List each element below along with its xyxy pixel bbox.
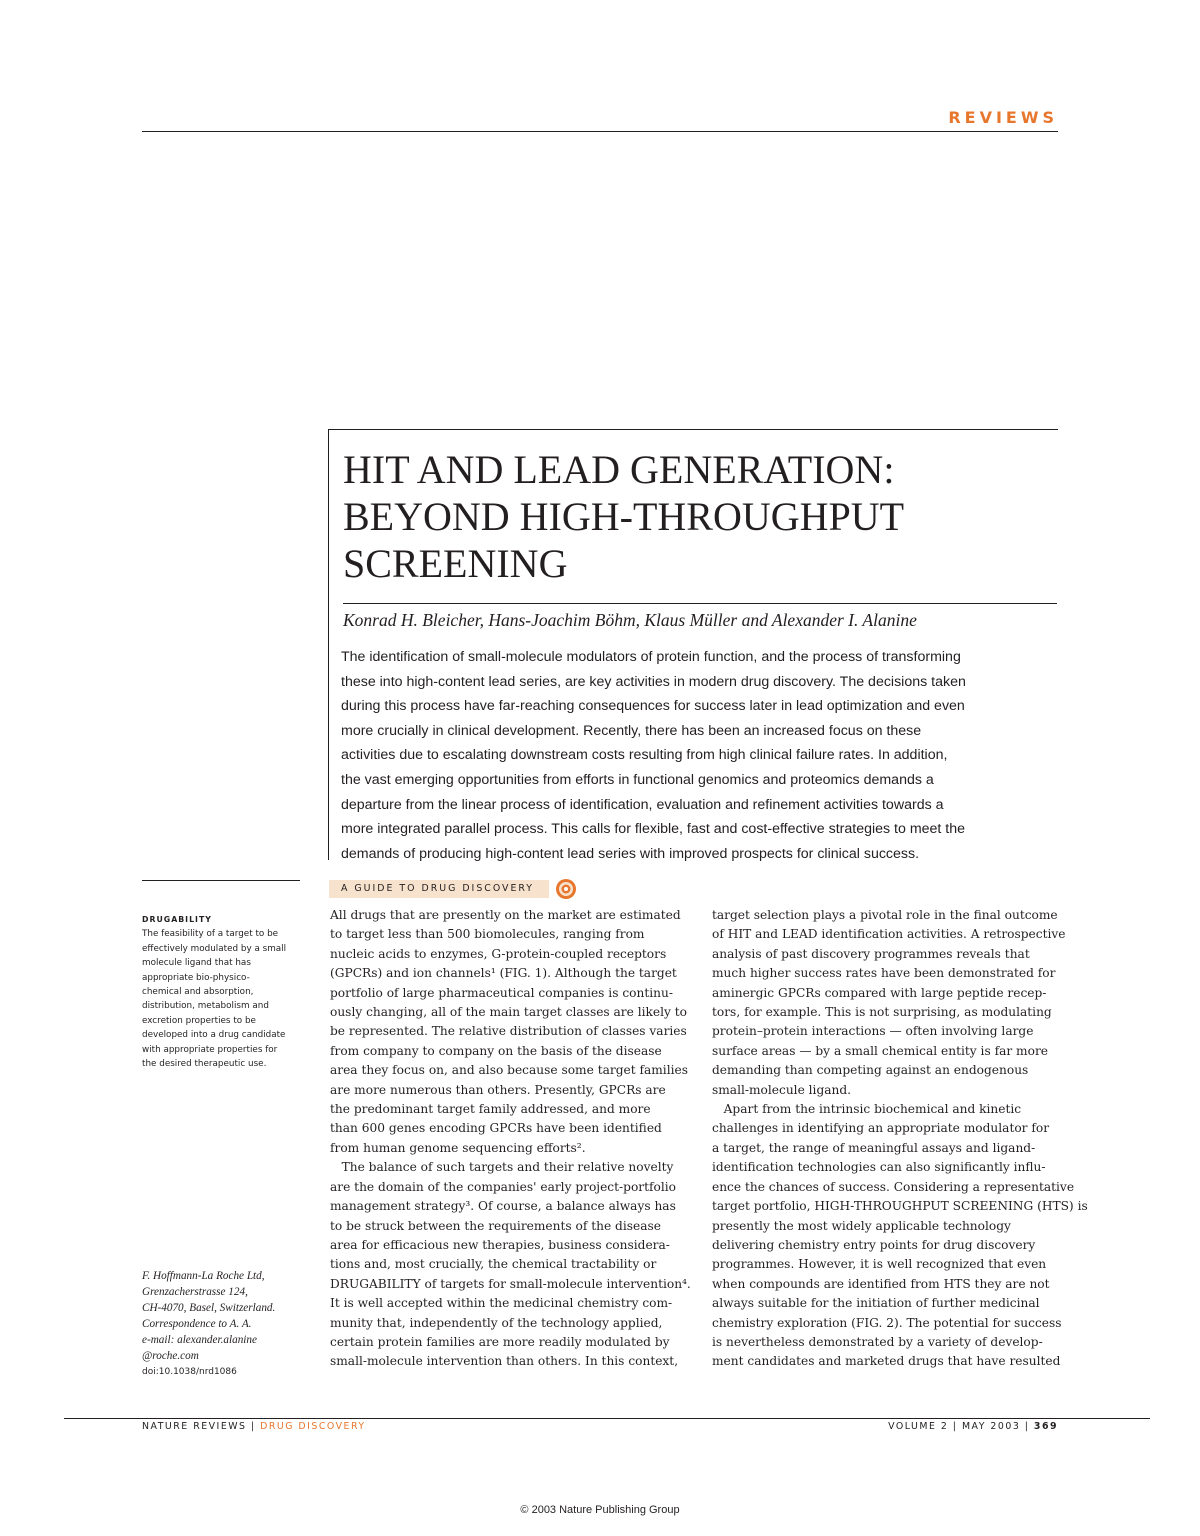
body-line: delivering chemistry entry points for drug discovery — [712, 1237, 1036, 1252]
affiliation-line: @roche.com — [142, 1350, 199, 1362]
glossary-term: DRUGABILITY — [142, 915, 212, 924]
body-line: small-molecule ligand. — [712, 1082, 852, 1097]
body-line: certain protein families are more readily modulated by — [330, 1334, 670, 1349]
affiliation-line: Correspondence to A. A. — [142, 1318, 252, 1330]
abstract — [341, 645, 1057, 866]
body-line: protein–protein interactions — often involving large — [712, 1024, 1034, 1039]
sidebar-rule — [142, 880, 300, 881]
body-line: the predominant target family addressed, and more — [330, 1102, 651, 1117]
body-line: programmes. However, it is well recognized that even — [712, 1257, 1047, 1272]
abstract-line: departure from the linear process of identification, evaluation and refinement activities towards a — [341, 796, 944, 813]
body-line: Apart from the intrinsic biochemical and kinetic — [712, 1102, 1022, 1117]
journal-name: NATURE REVIEWS | DRUG DISCOVERY — [142, 1421, 366, 1432]
affiliation-line: CH-4070, Basel, Switzerland. — [142, 1302, 276, 1314]
guide-banner: A GUIDE TO DRUG DISCOVERY — [329, 880, 549, 898]
copyright-notice: © 2003 Nature Publishing Group — [520, 1504, 680, 1516]
body-line: The balance of such targets and their relative novelty — [330, 1160, 674, 1175]
body-line: chemistry exploration (FIG. 2). The potential for success — [712, 1315, 1062, 1330]
glossary-definition — [142, 913, 312, 1071]
body-line: area for efficacious new therapies, business considera- — [330, 1237, 670, 1252]
body-line: from human genome sequencing efforts². — [330, 1140, 586, 1155]
issue-info — [860, 1421, 1058, 1432]
section-label: REVIEWS — [948, 108, 1058, 127]
definition-line: with appropriate properties for — [142, 1044, 278, 1055]
body-line: management strategy³. Of course, a balance always has — [330, 1199, 676, 1214]
doi: doi:10.1038/nrd1086 — [142, 1367, 237, 1377]
abstract-line: more integrated parallel process. This calls for flexible, fast and cost-effective strategies to meet the — [341, 821, 966, 838]
abstract-line: these into high-content lead series, are key activities in modern drug discovery. The decisions taken — [341, 673, 966, 690]
body-line: ence the chances of success. Considering a representative — [712, 1179, 1075, 1194]
body-line: tors, for example. This is not surprising, as modulating — [712, 1005, 1052, 1020]
body-line: target portfolio, HIGH-THROUGHPUT SCREENING (HTS) is — [712, 1199, 1088, 1214]
body-line: be represented. The relative distribution of classes varies — [330, 1024, 687, 1039]
body-line: surface areas — by a small chemical entity is far more — [712, 1043, 1048, 1058]
definition-line: developed into a drug candidate — [142, 1030, 286, 1041]
body-column-right — [712, 906, 1088, 1372]
abstract-line: The identification of small-molecule modulators of protein function, and the process of transforming — [341, 649, 961, 665]
body-line: challenges in identifying an appropriate modulator for — [712, 1121, 1050, 1136]
body-line: are the domain of the companies' early project-portfolio — [330, 1179, 676, 1194]
body-line: portfolio of large pharmaceutical companies is continu- — [330, 985, 673, 1000]
body-line: from company to company on the basis of the disease — [330, 1043, 662, 1058]
issue-label: VOLUME 2 | MAY 2003 | — [888, 1421, 1030, 1432]
page-number: 369 — [1033, 1421, 1058, 1432]
body-line: demanding than competing against an endogenous — [712, 1063, 1029, 1078]
definition-line: molecule ligand that has — [142, 958, 251, 969]
body-line: of HIT and LEAD identification activities. A retrospective — [712, 927, 1066, 942]
affiliation-line: Grenzacherstrasse 124, — [142, 1286, 248, 1298]
abstract-line: the vast emerging opportunities from efforts in functional genomics and proteomics demands a — [341, 771, 934, 788]
body-line: nucleic acids to enzymes, G-protein-coupled receptors — [330, 946, 667, 961]
abstract-line: demands of producing high-content lead series with improved prospects for clinical success. — [341, 845, 920, 862]
body-line: All drugs that are presently on the market are estimated — [330, 908, 681, 922]
target-badge-icon — [555, 878, 577, 900]
body-line: is nevertheless demonstrated by a variety of develop- — [712, 1334, 1043, 1349]
body-line: (GPCRs) and ion channels¹ (FIG. 1). Although the target — [330, 966, 677, 981]
header-rule — [142, 131, 1058, 132]
body-line: much higher success rates have been demonstrated for — [712, 966, 1056, 981]
body-line: presently the most widely applicable technology — [712, 1218, 1011, 1233]
affiliation-line: F. Hoffmann-La Roche Ltd, — [142, 1270, 265, 1282]
title-rule — [343, 603, 1057, 604]
article-title — [343, 446, 1053, 587]
abstract-line: more crucially in clinical development. Recently, there has been an increased focus on these — [341, 722, 922, 739]
journal-title: NATURE REVIEWS — [142, 1421, 247, 1432]
footer-rule — [64, 1418, 1150, 1419]
body-line: are more numerous than others. Presently, GPCRs are — [330, 1082, 666, 1097]
title-line: SCREENING — [343, 541, 568, 586]
author-affiliation — [142, 1268, 317, 1380]
body-column-left — [330, 906, 691, 1372]
body-line: ously changing, all of the main target classes are likely to — [330, 1005, 688, 1020]
affiliation-line: e-mail: alexander.alanine — [142, 1334, 257, 1346]
body-line: than 600 genes encoding GPCRs have been identified — [330, 1121, 662, 1136]
journal-section: DRUG DISCOVERY — [260, 1421, 366, 1432]
title-line: BEYOND HIGH-THROUGHPUT — [343, 494, 905, 539]
body-line: munity that, independently of the technology applied, — [330, 1315, 663, 1330]
body-line: area they focus on, and also because some target families — [330, 1063, 688, 1078]
definition-line: The feasibility of a target to be — [142, 929, 279, 940]
definition-line: chemical and absorption, — [142, 987, 254, 998]
body-line: to be struck between the requirements of the disease — [330, 1218, 661, 1233]
body-line: identification technologies can also significantly influ- — [712, 1160, 1046, 1175]
body-line: when compounds are identified from HTS they are not — [712, 1276, 1050, 1291]
body-line: to target less than 500 biomolecules, ranging from — [330, 927, 645, 942]
body-line: DRUGABILITY of targets for small-molecule intervention⁴. — [330, 1276, 691, 1291]
body-line: small-molecule intervention than others. In this context, — [330, 1354, 679, 1369]
body-line: aminergic GPCRs compared with large peptide recep- — [712, 985, 1047, 1000]
definition-line: excretion properties to be — [142, 1015, 256, 1026]
body-line: analysis of past discovery programmes reveals that — [712, 946, 1030, 961]
body-line: ment candidates and marketed drugs that have resulted — [712, 1354, 1061, 1369]
abstract-line: during this process have far-reaching consequences for success later in lead optimization and even — [341, 698, 965, 715]
definition-line: effectively modulated by a small — [142, 943, 287, 954]
abstract-line: activities due to escalating downstream costs resulting from high clinical failure rates. In addition, — [341, 747, 948, 764]
author-list: Konrad H. Bleicher, Hans-Joachim Böhm, Klaus Müller and Alexander I. Alanine — [343, 610, 917, 630]
body-line: a target, the range of meaningful assays and ligand- — [712, 1140, 1036, 1155]
body-line: target selection plays a pivotal role in the final outcome — [712, 908, 1058, 922]
body-line: tions and, most crucially, the chemical tractability or — [330, 1257, 657, 1272]
body-line: It is well accepted within the medicinal chemistry com- — [330, 1296, 673, 1311]
definition-line: the desired therapeutic use. — [142, 1059, 267, 1070]
definition-line: appropriate bio-physico- — [142, 972, 250, 983]
title-line: HIT AND LEAD GENERATION: — [343, 447, 895, 492]
definition-line: distribution, metabolism and — [142, 1001, 269, 1012]
body-line: always suitable for the initiation of further medicinal — [712, 1296, 1040, 1311]
